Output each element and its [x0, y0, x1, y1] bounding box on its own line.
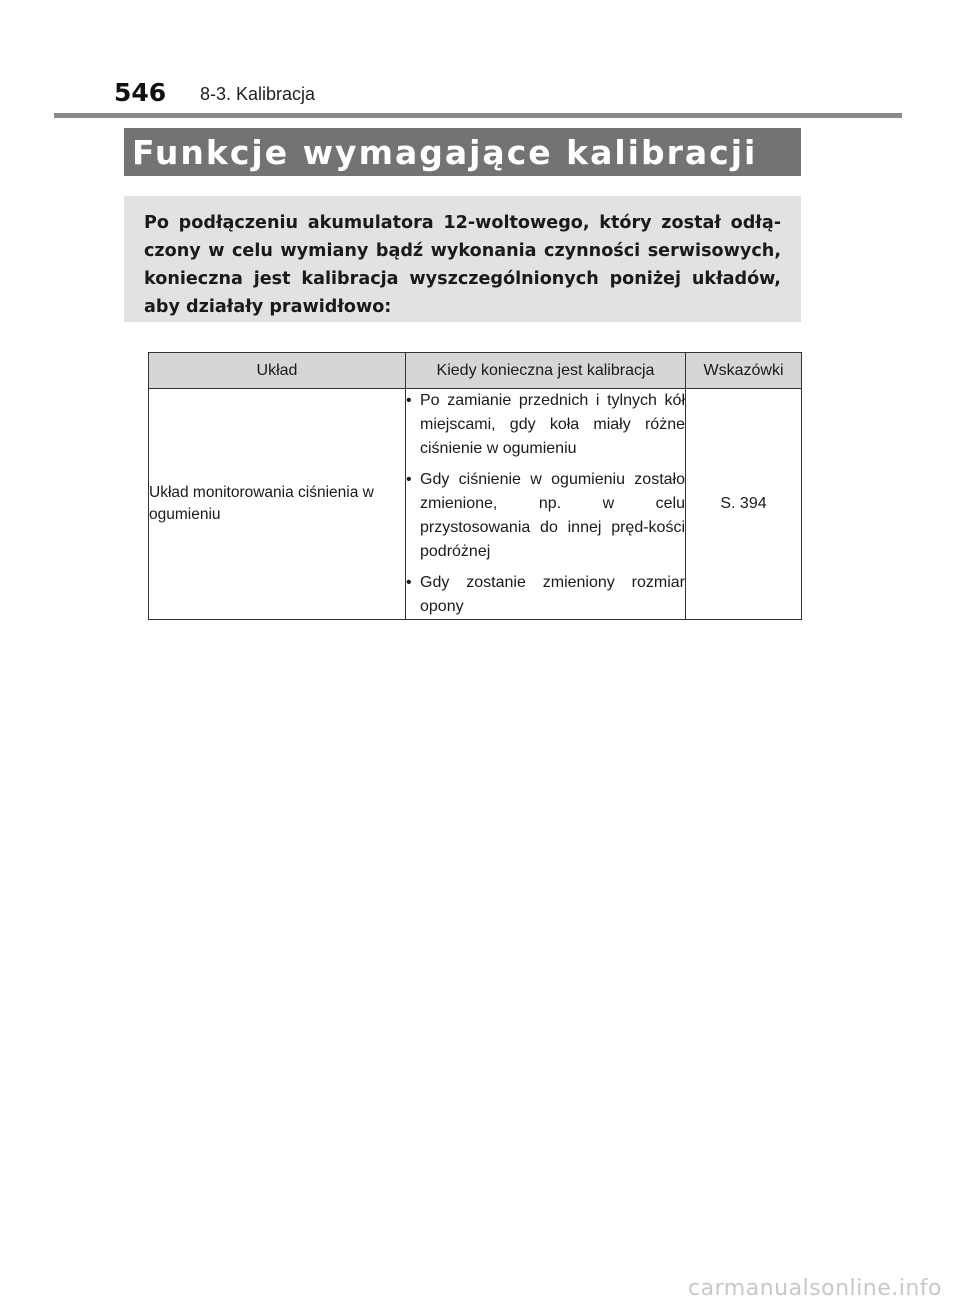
title-bar: [124, 128, 801, 176]
condition-text: Gdy zostanie zmieniony rozmiar opony: [420, 574, 685, 615]
intro-box: [124, 196, 801, 322]
header-system: Układ: [149, 353, 406, 389]
section-label: 8-3. Kalibracja: [200, 84, 316, 104]
list-item: [406, 468, 685, 564]
table-header-row: [149, 353, 802, 389]
page-title: Funkcje wymagające kalibracji: [132, 132, 758, 172]
page-number: 546: [114, 78, 167, 107]
intro-text: Po podłączeniu akumulatora 12-woltowego, który został odłą-czony w celu wymiany bądź wykonania czynności serwisowych, konieczna jest kalibracja wyszczególnionych poniżej układów, aby działały prawidłowo:: [144, 213, 781, 317]
header-rule: [54, 113, 902, 118]
table-row: [149, 389, 802, 620]
condition-text: Po zamianie przednich i tylnych kół miejscami, gdy koła miały różne ciśnienie w ogumieniu: [420, 392, 685, 457]
header-when: Kiedy konieczna jest kalibracja: [406, 353, 686, 389]
header-hints: Wskazówki: [686, 353, 802, 389]
bullet: •: [406, 574, 412, 591]
cell-system: Układ monitorowania ciśnienia w ogumieniu: [149, 389, 406, 620]
conditions-list: [406, 389, 685, 619]
bullet: •: [406, 471, 412, 488]
list-item: [406, 389, 685, 461]
watermark: carmanualsonline.info: [688, 1276, 942, 1301]
cell-conditions: [406, 389, 686, 620]
cell-hint: S. 394: [686, 389, 802, 620]
calibration-table: [148, 352, 802, 620]
condition-text: Gdy ciśnienie w ogumieniu zostało zmienione, np. w celu przystosowania do innej pręd-kości podróżnej: [420, 471, 685, 560]
list-item: [406, 571, 685, 619]
bullet: •: [406, 392, 412, 409]
